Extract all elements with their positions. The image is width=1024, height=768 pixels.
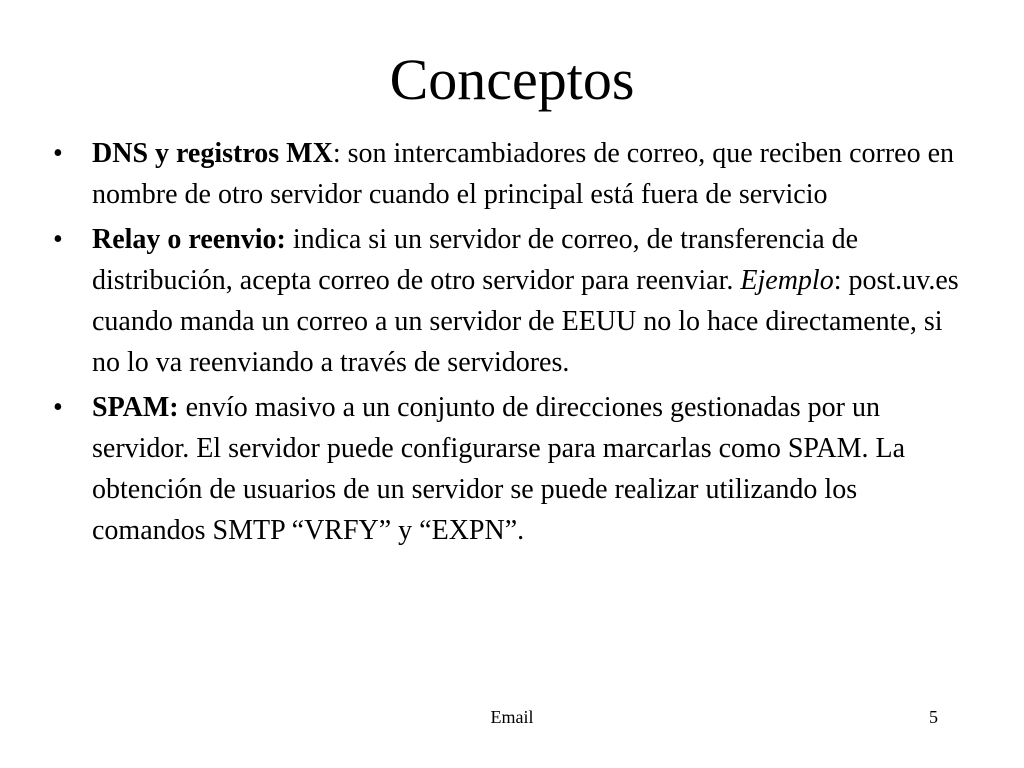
bullet-list xyxy=(53,133,972,555)
bullet-icon: • xyxy=(53,224,63,255)
slide-title: Conceptos xyxy=(389,47,635,112)
bullet-item-spam xyxy=(53,387,972,551)
page-number: 5 xyxy=(929,707,938,727)
bullet-text: indica si un servidor de correo, de transferencia de distribución, acepta correo de otro servidor para reenviar. xyxy=(92,224,859,296)
bullet-term: Relay o reenvio: xyxy=(92,224,286,255)
example-label: Ejemplo xyxy=(740,265,834,296)
footer-label: Email xyxy=(490,707,534,727)
bullet-text-continued: : post.uv.es cuando manda un correo a un servidor de EEUU no lo hace directamente, si no lo va reenviando a través de servidores. xyxy=(92,265,959,378)
bullet-term: SPAM: xyxy=(92,392,179,423)
bullet-text: son intercambiadores de correo, que reciben correo en nombre de otro servidor cuando el principal está fuera de servicio xyxy=(92,138,954,210)
bullet-icon: • xyxy=(53,138,63,169)
bullet-icon: • xyxy=(53,392,63,423)
bullet-term-suffix: : xyxy=(332,138,341,169)
bullet-term: DNS y registros MX xyxy=(92,138,333,169)
bullet-text: envío masivo a un conjunto de direcciones gestionadas por un servidor. El servidor puede configurarse para marcarlas como SPAM. La obtención de usuarios de un servidor se puede realizar utilizando los comandos SMTP “VRFY” y “EXPN”. xyxy=(92,392,906,546)
bullet-item-dns xyxy=(53,133,972,215)
bullet-item-relay xyxy=(53,219,972,383)
